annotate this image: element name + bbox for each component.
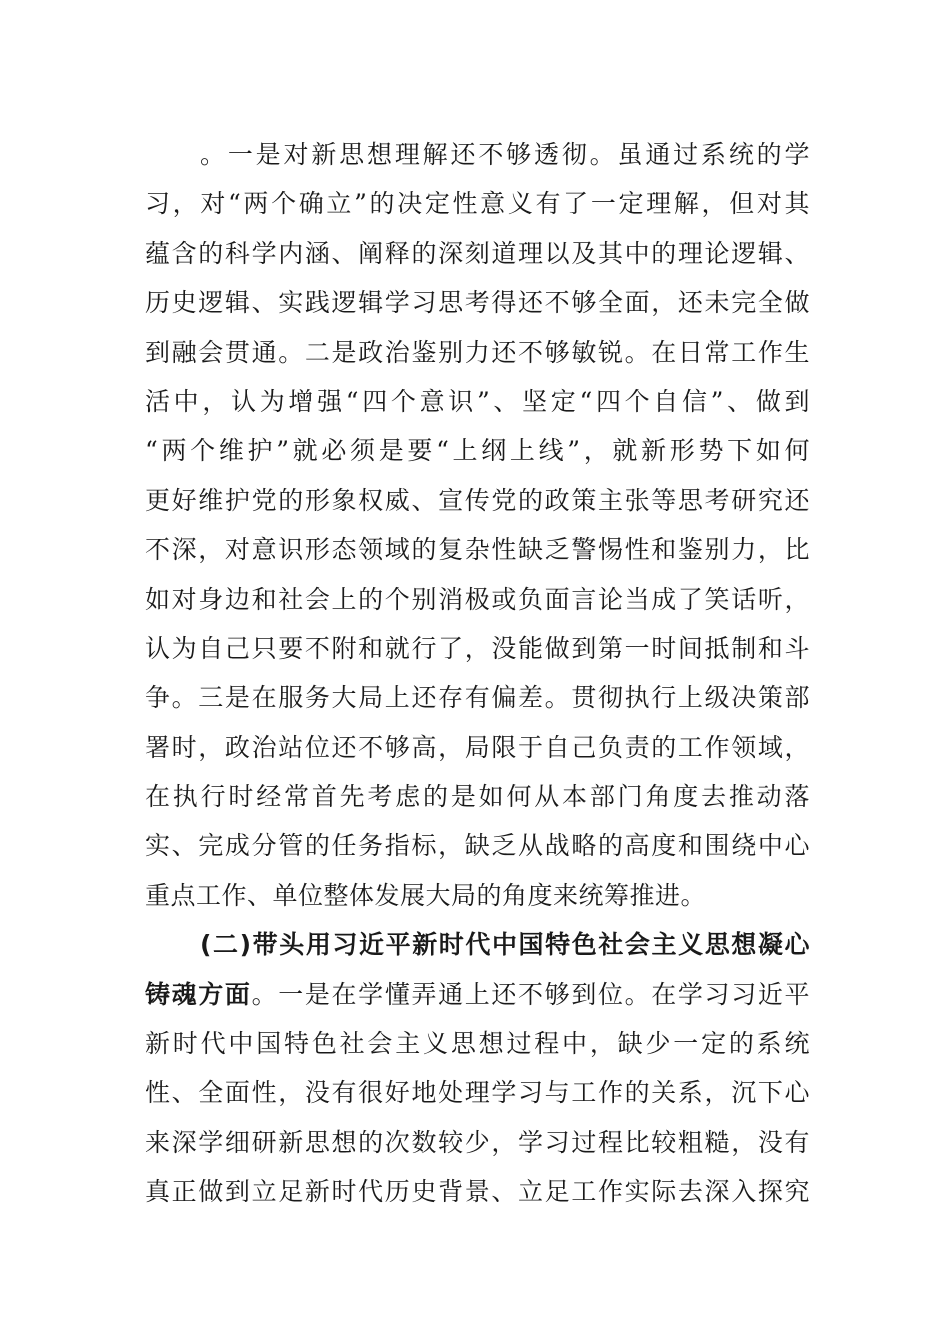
- text-line: [145, 723, 810, 772]
- text-line: [145, 229, 810, 278]
- bold-text: (二)带头用习近平新时代中国特色社会主义思想凝心: [200, 930, 810, 960]
- text-line: [145, 1167, 810, 1216]
- text-segment: 。一是对新思想理解还不够透彻。虽通过系统的学: [200, 140, 810, 169]
- text-segment: 如对身边和社会上的个别消极或负面言论当成了笑话听，: [145, 584, 810, 614]
- text-segment: 历史逻辑、实践逻辑学习思考得还不够全面，还未完全做: [145, 288, 810, 318]
- text-line: [145, 1118, 810, 1167]
- text-line: [145, 772, 810, 821]
- text-segment: 新时代中国特色社会主义思想过程中，缺少一定的系统: [145, 1029, 810, 1059]
- text-segment: 认为自己只要不附和就行了，没能做到第一时间抵制和斗: [145, 633, 810, 663]
- text-line: [145, 328, 810, 377]
- text-line: [145, 278, 810, 327]
- text-line: [145, 970, 810, 1019]
- text-line: [145, 426, 810, 475]
- text-line: [145, 377, 810, 426]
- text-line: [145, 624, 810, 673]
- text-segment: 性、全面性，没有很好地处理学习与工作的关系，沉下心: [145, 1078, 810, 1108]
- text-segment: 真正做到立足新时代历史背景、立足工作实际去深入探究: [145, 1177, 810, 1207]
- text-line: [145, 821, 810, 870]
- text-segment: 实、完成分管的任务指标，缺乏从战略的高度和围绕中心: [145, 831, 810, 861]
- text-segment: 。一是在学懂弄通上还不够到位。在学习习近平: [251, 979, 810, 1009]
- text-segment: 不深，对意识形态领域的复杂性缺乏警惕性和鉴别力，比: [145, 535, 810, 565]
- text-line: [145, 920, 810, 969]
- text-segment: 署时，政治站位还不够高，局限于自己负责的工作领域，: [145, 732, 810, 762]
- body-text: [145, 130, 810, 1217]
- text-line: [145, 476, 810, 525]
- text-segment: “两个维护”就必须是要“上纲上线”，就新形势下如何: [145, 436, 810, 466]
- text-segment: 争。三是在服务大局上还存有偏差。贯彻执行上级决策部: [145, 683, 810, 713]
- text-line: [145, 130, 810, 179]
- text-segment: 在执行时经常首先考虑的是如何从本部门角度去推动落: [145, 782, 810, 812]
- text-segment: 习，对“两个确立”的决定性意义有了一定理解，但对其: [145, 189, 810, 219]
- bold-text: 铸魂方面: [145, 979, 252, 1009]
- text-segment: 活中，认为增强“四个意识”、坚定“四个自信”、做到: [145, 386, 810, 416]
- text-line: [145, 673, 810, 722]
- text-line: [145, 871, 810, 920]
- text-line: [145, 179, 810, 228]
- text-line: [145, 1068, 810, 1117]
- text-segment: 更好维护党的形象权威、宣传党的政策主张等思考研究还: [145, 485, 810, 515]
- text-segment: 来深学细研新思想的次数较少，学习过程比较粗糙，没有: [145, 1127, 810, 1157]
- text-line: [145, 525, 810, 574]
- text-segment: 到融会贯通。二是政治鉴别力还不够敏锐。在日常工作生: [145, 337, 810, 367]
- text-segment: 重点工作、单位整体发展大局的角度来统筹推进。: [145, 880, 707, 910]
- text-line: [145, 575, 810, 624]
- text-line: [145, 1019, 810, 1068]
- text-segment: 蕴含的科学内涵、阐释的深刻道理以及其中的理论逻辑、: [145, 238, 810, 268]
